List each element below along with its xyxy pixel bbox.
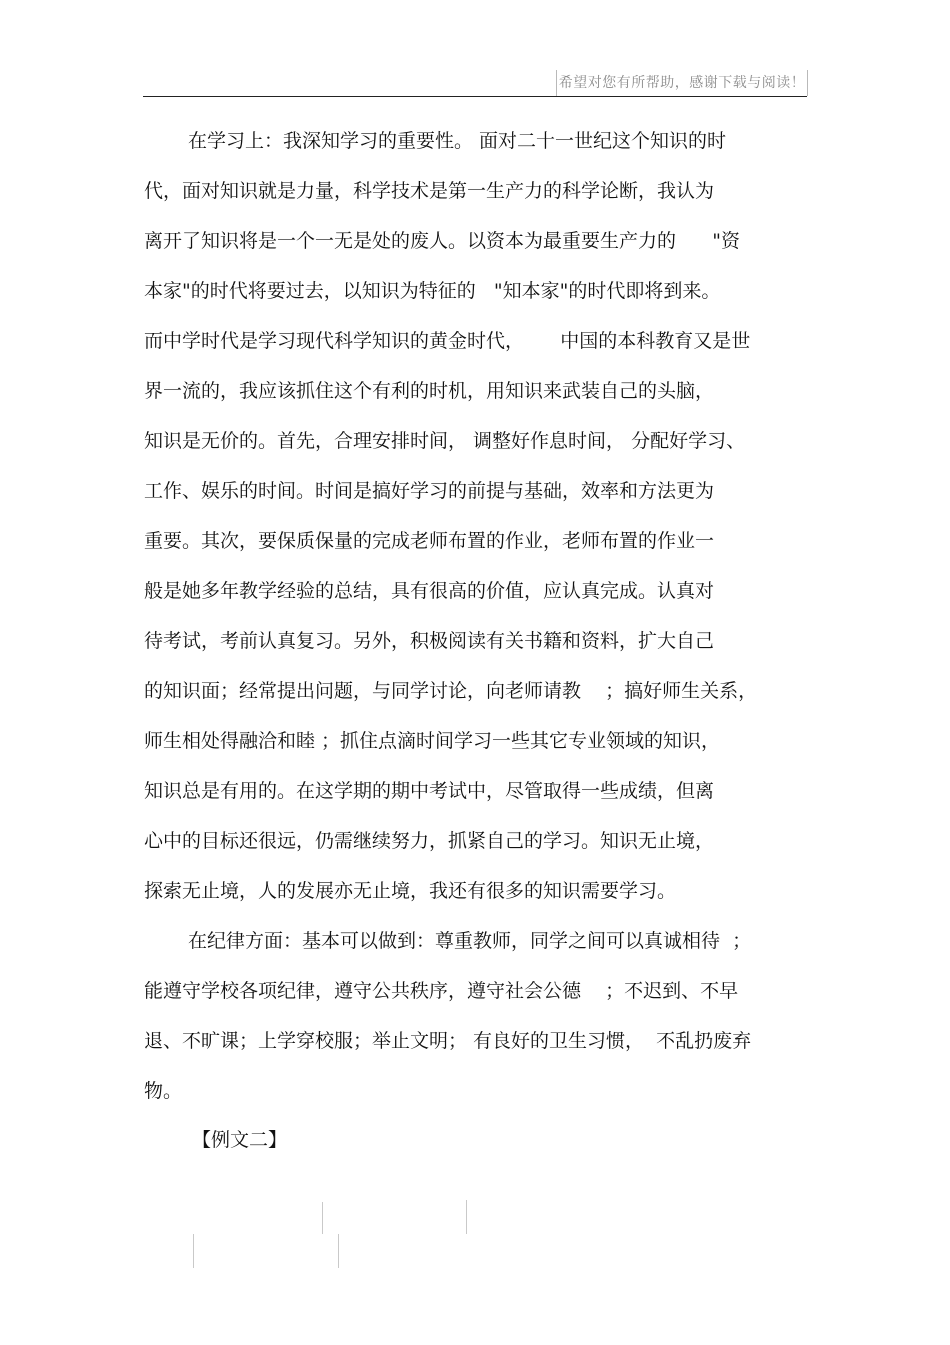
paragraph-2-line: 退、不旷课；上学穿校服；举止文明； 有良好的卫生习惯， 不乱扔废弃	[144, 1030, 752, 1052]
paragraph-1-line: 探索无止境，人的发展亦无止境，我还有很多的知识需要学习。	[144, 880, 677, 902]
paragraph-2-line: 能遵守学校各项纪律，遵守公共秩序，遵守社会公德 ；不迟到、不早	[144, 980, 739, 1002]
paragraph-1-line: 重要。其次，要保质保量的完成老师布置的作业，老师布置的作业一	[144, 530, 715, 552]
paragraph-1-line: 知识总是有用的。在这学期的期中考试中，尽管取得一些成绩，但离	[144, 780, 715, 802]
faint-vertical-mark	[466, 1200, 467, 1234]
paragraph-2-line: 物。	[144, 1080, 183, 1102]
paragraph-1-line: 的知识面；经常提出问题，与同学讨论，向老师请教 ；搞好师生关系，	[144, 680, 758, 702]
paragraph-1-line: 师生相处得融洽和睦 ；抓住点滴时间学习一些其它专业领域的知识，	[144, 730, 721, 752]
paragraph-1-line: 本家"的时代将要过去，以知识为特征的 "知本家"的时代即将到来。	[144, 280, 721, 302]
paragraph-1-line: 知识是无价的。首先，合理安排时间， 调整好作息时间， 分配好学习、	[144, 430, 746, 452]
paragraph-1-line: 在学习上：我深知学习的重要性。 面对二十一世纪这个知识的时	[188, 130, 727, 152]
paragraph-1-line: 心中的目标还很远，仍需继续努力，抓紧自己的学习。知识无止境，	[144, 830, 715, 852]
paragraph-1-line: 工作、娱乐的时间。时间是搞好学习的前提与基础，效率和方法更为	[144, 480, 715, 502]
paragraph-1-line: 代，面对知识就是力量，科学技术是第一生产力的科学论断，我认为	[144, 180, 715, 202]
faint-vertical-mark	[338, 1234, 339, 1268]
example-title: 【例文二】	[192, 1129, 288, 1151]
paragraph-1-line: 般是她多年教学经验的总结，具有很高的价值，应认真完成。认真对	[144, 580, 715, 602]
header-note: 希望对您有所帮助，感谢下载与阅读！	[556, 70, 808, 96]
faint-vertical-mark	[322, 1202, 323, 1234]
paragraph-1-line: 而中学时代是学习现代科学知识的黄金时代， 中国的本科教育又是世	[144, 330, 751, 352]
paragraph-1-line: 离开了知识将是一个一无是处的废人。以资本为最重要生产力的 "资	[144, 230, 740, 252]
paragraph-2-line: 在纪律方面：基本可以做到：尊重教师，同学之间可以真诚相待 ；	[188, 930, 752, 952]
faint-vertical-mark	[193, 1234, 194, 1268]
paragraph-1-line: 待考试，考前认真复习。另外，积极阅读有关书籍和资料，扩大自己	[144, 630, 715, 652]
paragraph-1-line: 界一流的，我应该抓住这个有利的时机，用知识来武装自己的头脑，	[144, 380, 715, 402]
